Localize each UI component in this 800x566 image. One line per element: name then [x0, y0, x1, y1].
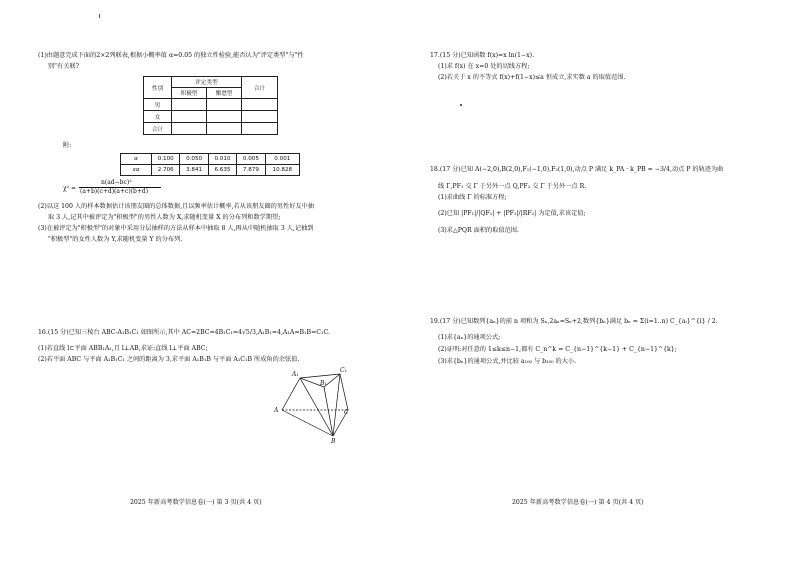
label-c: C	[344, 409, 349, 416]
active-type-header: 积极型	[172, 88, 207, 99]
right-footer: 2025 年新高考数学信息卷(一) 第 4 页(共 4 页)	[512, 499, 644, 506]
edge-c1b	[333, 374, 340, 436]
q15-part1-line2: 别"有关联?	[48, 63, 79, 70]
q17-line1: 17.(15 分)已知函数 f(x)=x ln(1−x).	[430, 52, 535, 59]
x-alpha-value: 6.635	[208, 165, 236, 176]
q19-line3: (2)证明:对任意的 1≤k≤n−1,都有 C_n^k = C_{n−1}^{k−1} + C_{n−1}^{k};	[438, 346, 677, 353]
alpha-value: 0.100	[152, 154, 180, 165]
q15-part3-line2: "积极型"的女性人数为 Y,求随机变量 Y 的分布列.	[48, 236, 183, 243]
q18-line1: 18.(17 分)已知 A(−2,0),B(2,0),F₁(−1,0),F₂(1,0),动点 P 满足 k_PA · k_PB = −3/4,动点 P 的轨迹为曲	[430, 166, 724, 173]
q16-line2: (1)若直线 l⊂平面 ABB₁A₁,且 l⊥AB,求证:直线 l⊥平面 ABC;	[38, 345, 208, 352]
x-alpha-value: 10.828	[265, 165, 299, 176]
right-page	[400, 0, 800, 566]
contingency-table	[143, 76, 278, 135]
gender-header: 性别	[144, 77, 172, 99]
rating-type-header: 评定类型	[172, 77, 242, 88]
alpha-value: 0.010	[208, 154, 236, 165]
x-alpha-value: 7.879	[237, 165, 265, 176]
q18-line5: (3)求△PQR 面积的取值范围.	[438, 227, 519, 234]
left-footer: 2025 年新高考数学信息卷(一) 第 3 页(共 4 页)	[130, 499, 262, 506]
label-b1: B₁	[320, 380, 327, 387]
edge-a1c1	[300, 374, 340, 378]
appendix-label: 附:	[63, 142, 72, 149]
label-c1: C₁	[340, 367, 347, 374]
chi-numerator: n(ad−bc)²	[101, 179, 132, 186]
alpha-label: α	[121, 154, 152, 165]
x-alpha-value: 3.841	[180, 165, 208, 176]
total-header: 合计	[242, 77, 278, 99]
scan-speck	[460, 104, 462, 106]
label-b: B	[331, 438, 336, 444]
q15-part2-line2: 取 3 人,记其中被评定为"积极型"的男性人数为 X,求随机变量 X 的分布列和数学期望;	[48, 214, 281, 221]
q17-line3: (2)若关于 x 的不等式 f(x)+f(1−x)≤a 恒成立,求实数 a 的取值范围.	[438, 74, 626, 81]
chi-lhs: χ² =	[63, 185, 76, 192]
edge-a1a	[282, 378, 300, 410]
frustum-figure	[270, 364, 350, 444]
label-a: A	[274, 407, 279, 414]
q19-line4: (3)求{bₙ}的通项公式,并比较 a₁₀₀ 与 b₁₀₀ 的大小.	[438, 358, 577, 365]
critical-value-table	[120, 153, 300, 176]
x-alpha-label: xα	[121, 165, 152, 176]
q18-line3: (1)求曲线 Γ 的标准方程;	[438, 194, 507, 201]
q15-part2-line1: (2)以这 100 人的样本数据估计该朋友圈的总体数据,且以频率估计概率,若从该朋友圈的男性好友中抽	[38, 203, 314, 210]
q19-line1: 19.(17 分)已知数列{aₙ}的前 n 项和为 Sₙ,2aₙ=Sₙ+2,数列{bₙ}满足 bₙ = Σ(i=1..n) C_{aᵢ}^{i} / 2.	[430, 318, 718, 325]
q19-line2: (1)求{aₙ}的通项公式;	[438, 334, 501, 341]
row-total: 合计	[144, 123, 172, 135]
q16-line3: (2)若平面 ABC 与平面 A₁B₁C₁ 之间的距离为 3,求平面 A₁B₁B 与平面 A₁C₁B 所成角的余弦值.	[38, 356, 300, 363]
q17-line2: (1)求 f(x) 在 x=0 处的切线方程;	[438, 63, 530, 70]
row-male: 男	[144, 99, 172, 111]
q18-line2: 线 Γ,PF₁ 交 Γ 于另外一点 Q,PF₂ 交 Γ 于另外一点 R.	[438, 183, 587, 190]
q15-part3-line1: (3)在被评定为"积极型"的对象中采用分层抽样的方法从样本中抽取 8 人,再从中随机抽取 3 人,记抽到	[38, 225, 314, 232]
chi-denominator: (a+b)(c+d)(a+c)(b+d)	[80, 188, 149, 195]
x-alpha-value: 2.706	[152, 165, 180, 176]
q18-line4: (2)已知 |PF₁|/|QF₁| + |PF₂|/|RF₂| 为定值,求该定值;	[438, 210, 586, 217]
label-a1: A₁	[292, 371, 299, 378]
q15-part1-line1: (1)由题意完成下面的2×2列联表,根据小概率值 α=0.05 的独立性检验,能否认为"评定类型"与"性	[38, 52, 304, 59]
scan-mark	[99, 14, 100, 18]
q16-line1: 16.(15 分)已知三棱台 ABC-A₁B₁C₁ 如图所示,其中 AC=2BC=4B₁C₁=4√5/3,A₁B₁=4,A₁A=B₁B=C₁C.	[38, 329, 330, 336]
alpha-value: 0.050	[180, 154, 208, 165]
row-female: 女	[144, 111, 172, 123]
alpha-value: 0.001	[265, 154, 299, 165]
lazy-type-header: 懈怠型	[207, 88, 242, 99]
edge-c1c	[340, 374, 348, 410]
alpha-value: 0.005	[237, 154, 265, 165]
